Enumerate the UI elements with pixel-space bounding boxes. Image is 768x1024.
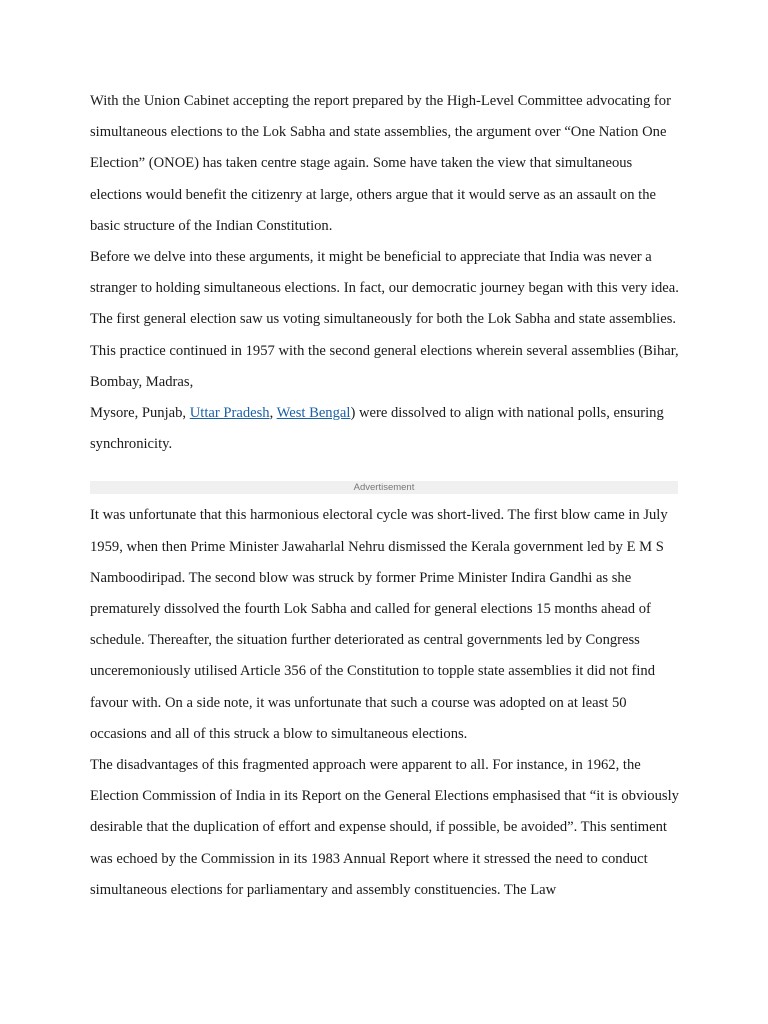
article-body [90, 86, 680, 906]
paragraph-4: It was unfortunate that this harmonious electoral cycle was short-lived. The first blow came in July 1959, when then Prime Minister Jawaharlal Nehru dismissed the Kerala government led by E M S Namboodiripad. The second blow was struck by former Prime Minister Indira Gandhi as she prematurely dissolved the fourth Lok Sabha and called for general elections 15 months ahead of schedule. Thereafter, the situation further deteriorated as central governments led by Congress unceremoniously utilised Article 356 of the Constitution to topple state assemblies it did not find favour with. On a side note, it was unfortunate that such a course was adopted on at least 50 occasions and all of this struck a blow to simultaneous elections. [90, 507, 668, 742]
paragraph-3-separator: , [269, 405, 277, 422]
paragraph-3 [90, 398, 680, 460]
paragraph-2: Before we delve into these arguments, it might be beneficial to appreciate that India was never a stranger to holding simultaneous elections. In fact, our democratic journey began with this very idea. The first general election saw us voting simultaneously for both the Lok Sabha and state assemblies. This practice continued in 1957 with the second general elections wherein several assemblies (Bihar, Bombay, Madras, [90, 249, 679, 390]
link-west-bengal[interactable]: West Bengal [276, 405, 351, 422]
paragraph-1: With the Union Cabinet accepting the report prepared by the High-Level Committee advocating for simultaneous elections to the Lok Sabha and state assemblies, the argument over “One Nation One Election” (ONOE) has taken centre stage again. Some have taken the view that simultaneous elections would benefit the citizenry at large, others argue that it would serve as an assault on the basic structure of the Indian Constitution. [90, 93, 671, 234]
link-uttar-pradesh[interactable]: Uttar Pradesh [189, 405, 270, 422]
paragraph-5: The disadvantages of this fragmented approach were apparent to all. For instance, in 1962, the Election Commission of India in its Report on the General Elections emphasised that “it is obviously desirable that the duplication of effort and expense should, if possible, be avoided”. This sentiment was echoed by the Commission in its 1983 Annual Report where it stressed the need to conduct simultaneous elections for parliamentary and assembly constituencies. The Law [90, 757, 679, 898]
paragraph-3-text-before: Mysore, Punjab, [90, 405, 190, 422]
advertisement-banner: Advertisement [90, 481, 678, 494]
paragraph-3-text-after: ) were dissolved to align with national polls, ensuring synchronicity. [90, 405, 664, 453]
